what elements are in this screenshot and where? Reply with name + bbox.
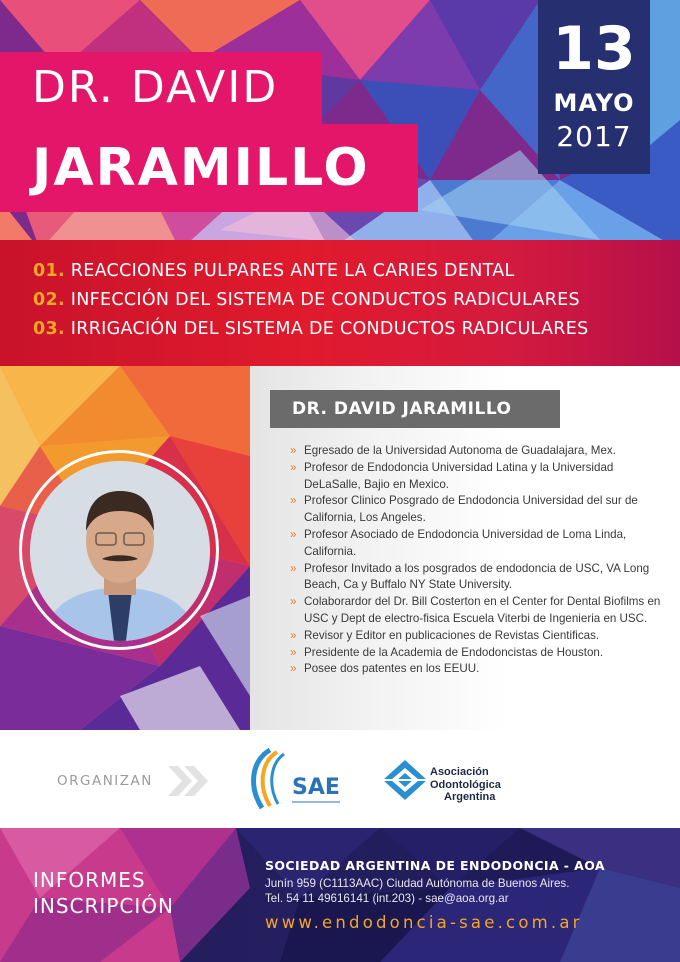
date-month: MAYO	[553, 89, 635, 117]
bio-item: » Presidente de la Academia de Endodoncistas de Houston.	[290, 645, 662, 662]
bio-item: » Profesor Clinico Posgrado de Endodoncia Universidad del sur de California, Los Angeles.	[290, 493, 662, 527]
info-label: INFORMES	[33, 868, 146, 892]
speaker-section	[0, 366, 680, 730]
topic-number: 03.	[33, 319, 65, 339]
aoa-logo-icon	[383, 760, 427, 800]
footer-contact: Tel. 54 11 49616141 (int.203) - sae@aoa.org.ar	[265, 892, 509, 905]
double-chevron-icon	[166, 764, 210, 798]
topic-item	[33, 290, 580, 310]
bio-item: » Egresado de la Universidad Autonoma de Guadalajara, Mex.	[290, 443, 662, 460]
speaker-photo	[30, 461, 210, 641]
topics-band	[0, 240, 680, 366]
sae-logo-icon	[244, 746, 344, 816]
aoa-line: Odontológica	[430, 778, 501, 791]
speaker-last-name: JARAMILLO	[32, 138, 370, 198]
speaker-tag: DR. DAVID JARAMILLO	[292, 399, 512, 419]
topic-number: 02.	[33, 290, 65, 310]
aoa-line: Argentina	[444, 791, 496, 803]
organizers-label: ORGANIZAN	[57, 773, 153, 789]
aoa-line: Asociación	[430, 766, 489, 778]
topic-item	[33, 319, 589, 339]
topic-text: IRRIGACIÓN DEL SISTEMA DE CONDUCTOS RADICULARES	[70, 319, 589, 339]
date-year: 2017	[556, 120, 632, 153]
bio-item: » Profesor de Endodoncia Universidad Latina y la Universidad DeLaSalle, Bajio en Mexico.	[290, 460, 662, 494]
topic-item	[33, 261, 515, 281]
bio-item: » Profesor Asociado de Endodoncia Universidad de Loma Linda, California.	[290, 527, 662, 561]
speaker-first-name: DR. DAVID	[32, 62, 279, 113]
bio-item: » Profesor Invitado a los posgrados de endodoncia de USC, VA Long Beach, Ca y Buffalo NY State University.	[290, 561, 662, 595]
date-box	[538, 0, 650, 174]
organizers-section	[0, 730, 680, 828]
bio-item: » Revisor y Editor en publicaciones de Revistas Cientificas.	[290, 628, 662, 645]
footer-org-title: SOCIEDAD ARGENTINA DE ENDODONCIA - AOA	[265, 858, 605, 873]
footer-address: Junín 959 (C1113AAC) Ciudad Autónoma de Buenos Aires.	[265, 877, 570, 890]
registration-label: INSCRIPCIÓN	[33, 894, 174, 918]
topic-text: REACCIONES PULPARES ANTE LA CARIES DENTAL	[70, 261, 515, 281]
website-link[interactable]: www.endodoncia-sae.com.ar	[265, 913, 583, 932]
hero-header	[0, 0, 680, 250]
speaker-bio-list	[290, 443, 662, 678]
topic-text: INFECCIÓN DEL SISTEMA DE CONDUCTOS RADICULARES	[70, 290, 580, 310]
sae-logo-text: SAE	[292, 775, 340, 800]
footer	[0, 828, 680, 962]
bio-item: » Colaborardor del Dr. Bill Costerton en el Center for Dental Biofilms en USC y Dept de electro-fisica Escuela Viterbi de Ingenieria en USC.	[290, 594, 662, 628]
date-day: 13	[552, 14, 636, 84]
topic-number: 01.	[33, 261, 65, 281]
bio-item: » Posee dos patentes en los EEUU.	[290, 661, 662, 678]
aoa-logo-text	[430, 766, 501, 804]
speaker-portrait	[30, 461, 210, 641]
